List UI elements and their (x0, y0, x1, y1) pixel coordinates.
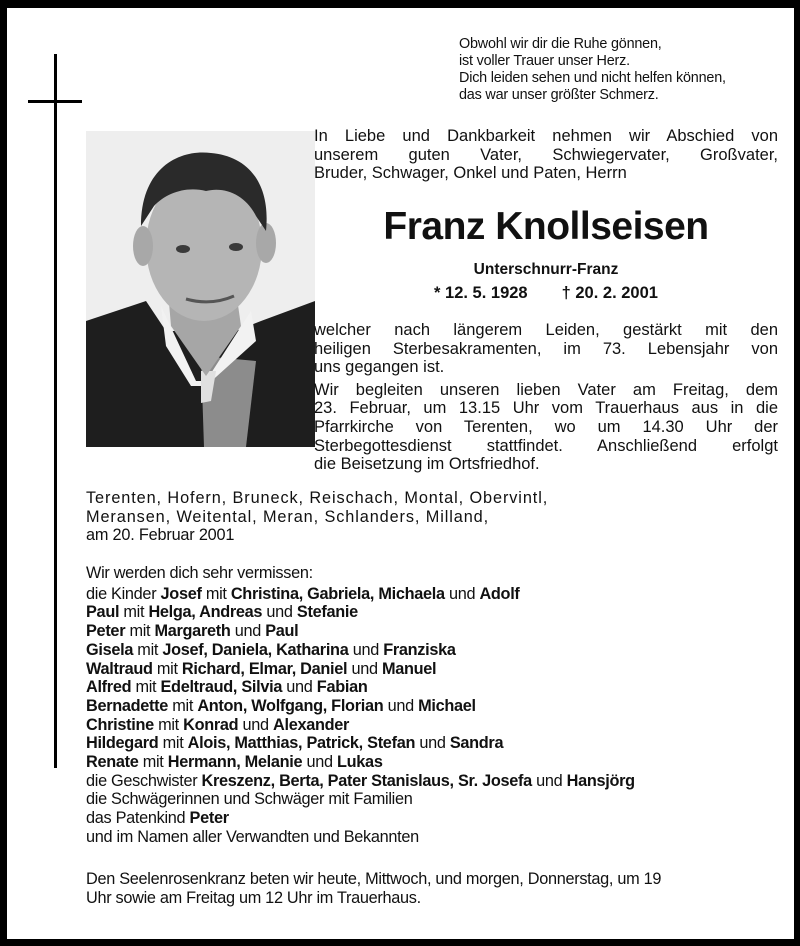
mourner-name: Waltraud (86, 659, 153, 678)
mourner-name: Alois, Matthias, Patrick, Stefan (187, 734, 416, 753)
poem-line: Dich leiden sehen und nicht helfen können, (459, 70, 726, 86)
mourners-rows (86, 585, 635, 847)
mourner-connector: und (238, 715, 274, 734)
poem-line: das war unser größter Schmerz. (459, 87, 659, 103)
mourner-name: Konrad (183, 715, 239, 734)
deceased-name: Franz Knollseisen (383, 205, 709, 248)
mourner-row (86, 753, 635, 772)
mourner-row (86, 790, 635, 809)
mourner-name: Christine (86, 715, 154, 734)
mourner-connector: die Geschwister (86, 771, 202, 790)
obituary-notice (7, 8, 794, 939)
mourner-name: Stefanie (296, 603, 358, 622)
mourner-connector: und (348, 640, 384, 659)
notice-date: am 20. Februar 2001 (86, 526, 235, 544)
mourner-row (86, 678, 635, 697)
mourner-name: Josef, Daniela, Katharina (162, 640, 349, 659)
mourner-name: Edeltraud, Silvia (160, 678, 283, 697)
places-list (86, 489, 548, 545)
funeral-line: Sterbegottesdienst stattfindet. Anschließend erfolgt (314, 436, 778, 455)
rosary-line: Uhr sowie am Freitag um 12 Uhr im Trauerhaus. (86, 888, 421, 907)
mourner-connector: mit (133, 640, 163, 659)
mourner-name: Paul (86, 603, 120, 622)
passing-line: uns gegangen ist. (314, 358, 445, 377)
mourner-row (86, 734, 635, 753)
places-line: Meransen, Weitental, Meran, Schlanders, Milland, (86, 507, 490, 526)
mourner-name: Adolf (479, 584, 520, 603)
mourner-row (86, 585, 635, 604)
mourner-name: Richard, Elmar, Daniel (181, 659, 348, 678)
mourner-name: Kreszenz, Berta, Pater Stanislaus, Sr. Josefa (201, 771, 532, 790)
passing-line: heiligen Sterbesakramenten, im 73. Lebensjahr von (314, 339, 778, 358)
poem-line: ist voller Trauer unser Herz. (459, 53, 630, 69)
mourner-connector: und (531, 771, 567, 790)
mourner-name: Hansjörg (566, 771, 635, 790)
mourner-name: Paul (265, 622, 299, 641)
places-line: Terenten, Hofern, Bruneck, Reischach, Montal, Obervintl, (86, 489, 549, 507)
mourner-connector: mit (152, 659, 182, 678)
mourner-row (86, 697, 635, 716)
mourner-row (86, 622, 635, 641)
mourner-connector: mit (168, 696, 198, 715)
mourner-connector: die Kinder (86, 584, 161, 603)
poem-line: Obwohl wir dir die Ruhe gönnen, (459, 36, 662, 52)
mourner-connector: und (415, 734, 450, 753)
mourner-name: Gisela (86, 640, 134, 659)
mourners-list (86, 564, 635, 847)
mourner-row (86, 660, 635, 679)
mourner-connector: und (230, 622, 266, 641)
intro-line: In Liebe und Dankbarkeit nehmen wir Abschied von (314, 127, 778, 145)
mourner-connector: und (383, 696, 419, 715)
mourner-name: Lukas (337, 753, 383, 772)
birth-date: * 12. 5. 1928 (434, 284, 528, 302)
funeral-line: Wir begleiten unseren lieben Vater am Freitag, dem (314, 380, 778, 399)
life-dates (314, 284, 778, 303)
mourner-name: Alexander (273, 715, 350, 734)
mourner-connector: mit (138, 753, 168, 772)
mourner-row (86, 716, 635, 735)
deceased-nickname: Unterschnurr-Franz (473, 261, 619, 278)
mourner-name: Peter (86, 622, 126, 641)
mourner-name: Hermann, Melanie (167, 753, 303, 772)
mourner-name: Hildegard (86, 734, 159, 753)
mourner-name: Manuel (381, 659, 437, 678)
mourner-connector: und (347, 659, 382, 678)
mourner-connector: mit (119, 603, 149, 622)
intro-line: unserem guten Vater, Schwiegervater, Großvater, (314, 145, 778, 164)
mourner-connector: und im Namen aller Verwandten und Bekannten (86, 827, 419, 846)
mourner-name: Bernadette (86, 696, 169, 715)
mourners-heading: Wir werden dich sehr vermissen: (86, 564, 313, 582)
mourner-name: Anton, Wolfgang, Florian (197, 696, 384, 715)
mourner-connector: und (282, 678, 317, 697)
funeral-line: die Beisetzung im Ortsfriedhof. (314, 455, 540, 474)
announcement-text (314, 321, 778, 474)
mourner-connector: mit (125, 622, 155, 641)
funeral-line: 23. Februar, um 13.15 Uhr vom Trauerhaus aus in die (314, 399, 778, 418)
intro-line: Bruder, Schwager, Onkel und Paten, Herrn (314, 164, 627, 182)
mourner-name: Helga, Andreas (148, 603, 263, 622)
mourner-name: Franziska (383, 640, 456, 659)
mourner-name: Peter (189, 809, 229, 828)
intro-text (314, 127, 778, 183)
mourner-connector: und (262, 603, 297, 622)
mourner-row (86, 772, 635, 791)
funeral-line: Pfarrkirche von Terenten, wo um 14.30 Uhr der (314, 417, 778, 436)
mourner-connector: und (444, 584, 480, 603)
mourner-connector: mit (153, 715, 184, 734)
passing-line: welcher nach längerem Leiden, gestärkt mit den (314, 321, 778, 339)
mourner-connector: und (302, 753, 338, 772)
mourner-name: Fabian (316, 678, 368, 697)
mourner-row (86, 828, 635, 847)
mourner-connector: das Patenkind (86, 809, 190, 828)
cross-icon-horizontal (28, 100, 82, 103)
rosary-notice (86, 870, 661, 907)
mourner-connector: die Schwägerinnen und Schwäger mit Familien (86, 790, 413, 809)
mourner-name: Alfred (86, 678, 132, 697)
mourner-name: Margareth (154, 622, 231, 641)
memorial-poem (459, 36, 726, 104)
portrait-image (86, 131, 315, 447)
mourner-row (86, 603, 635, 622)
mourner-connector: mit (158, 734, 188, 753)
mourner-connector: mit (131, 678, 161, 697)
mourner-name: Michael (418, 696, 476, 715)
mourner-name: Sandra (449, 734, 504, 753)
rosary-line: Den Seelenrosenkranz beten wir heute, Mittwoch, und morgen, Donnerstag, um 19 (86, 870, 662, 888)
mourner-connector: mit (201, 584, 231, 603)
mourner-name: Renate (86, 753, 139, 772)
mourner-name: Christina, Gabriela, Michaela (230, 584, 445, 603)
death-date: † 20. 2. 2001 (561, 284, 658, 302)
mourner-row (86, 641, 635, 660)
mourner-row (86, 809, 635, 828)
cross-icon-vertical (54, 54, 57, 768)
mourner-name: Josef (160, 584, 202, 603)
portrait-photo (86, 131, 315, 447)
